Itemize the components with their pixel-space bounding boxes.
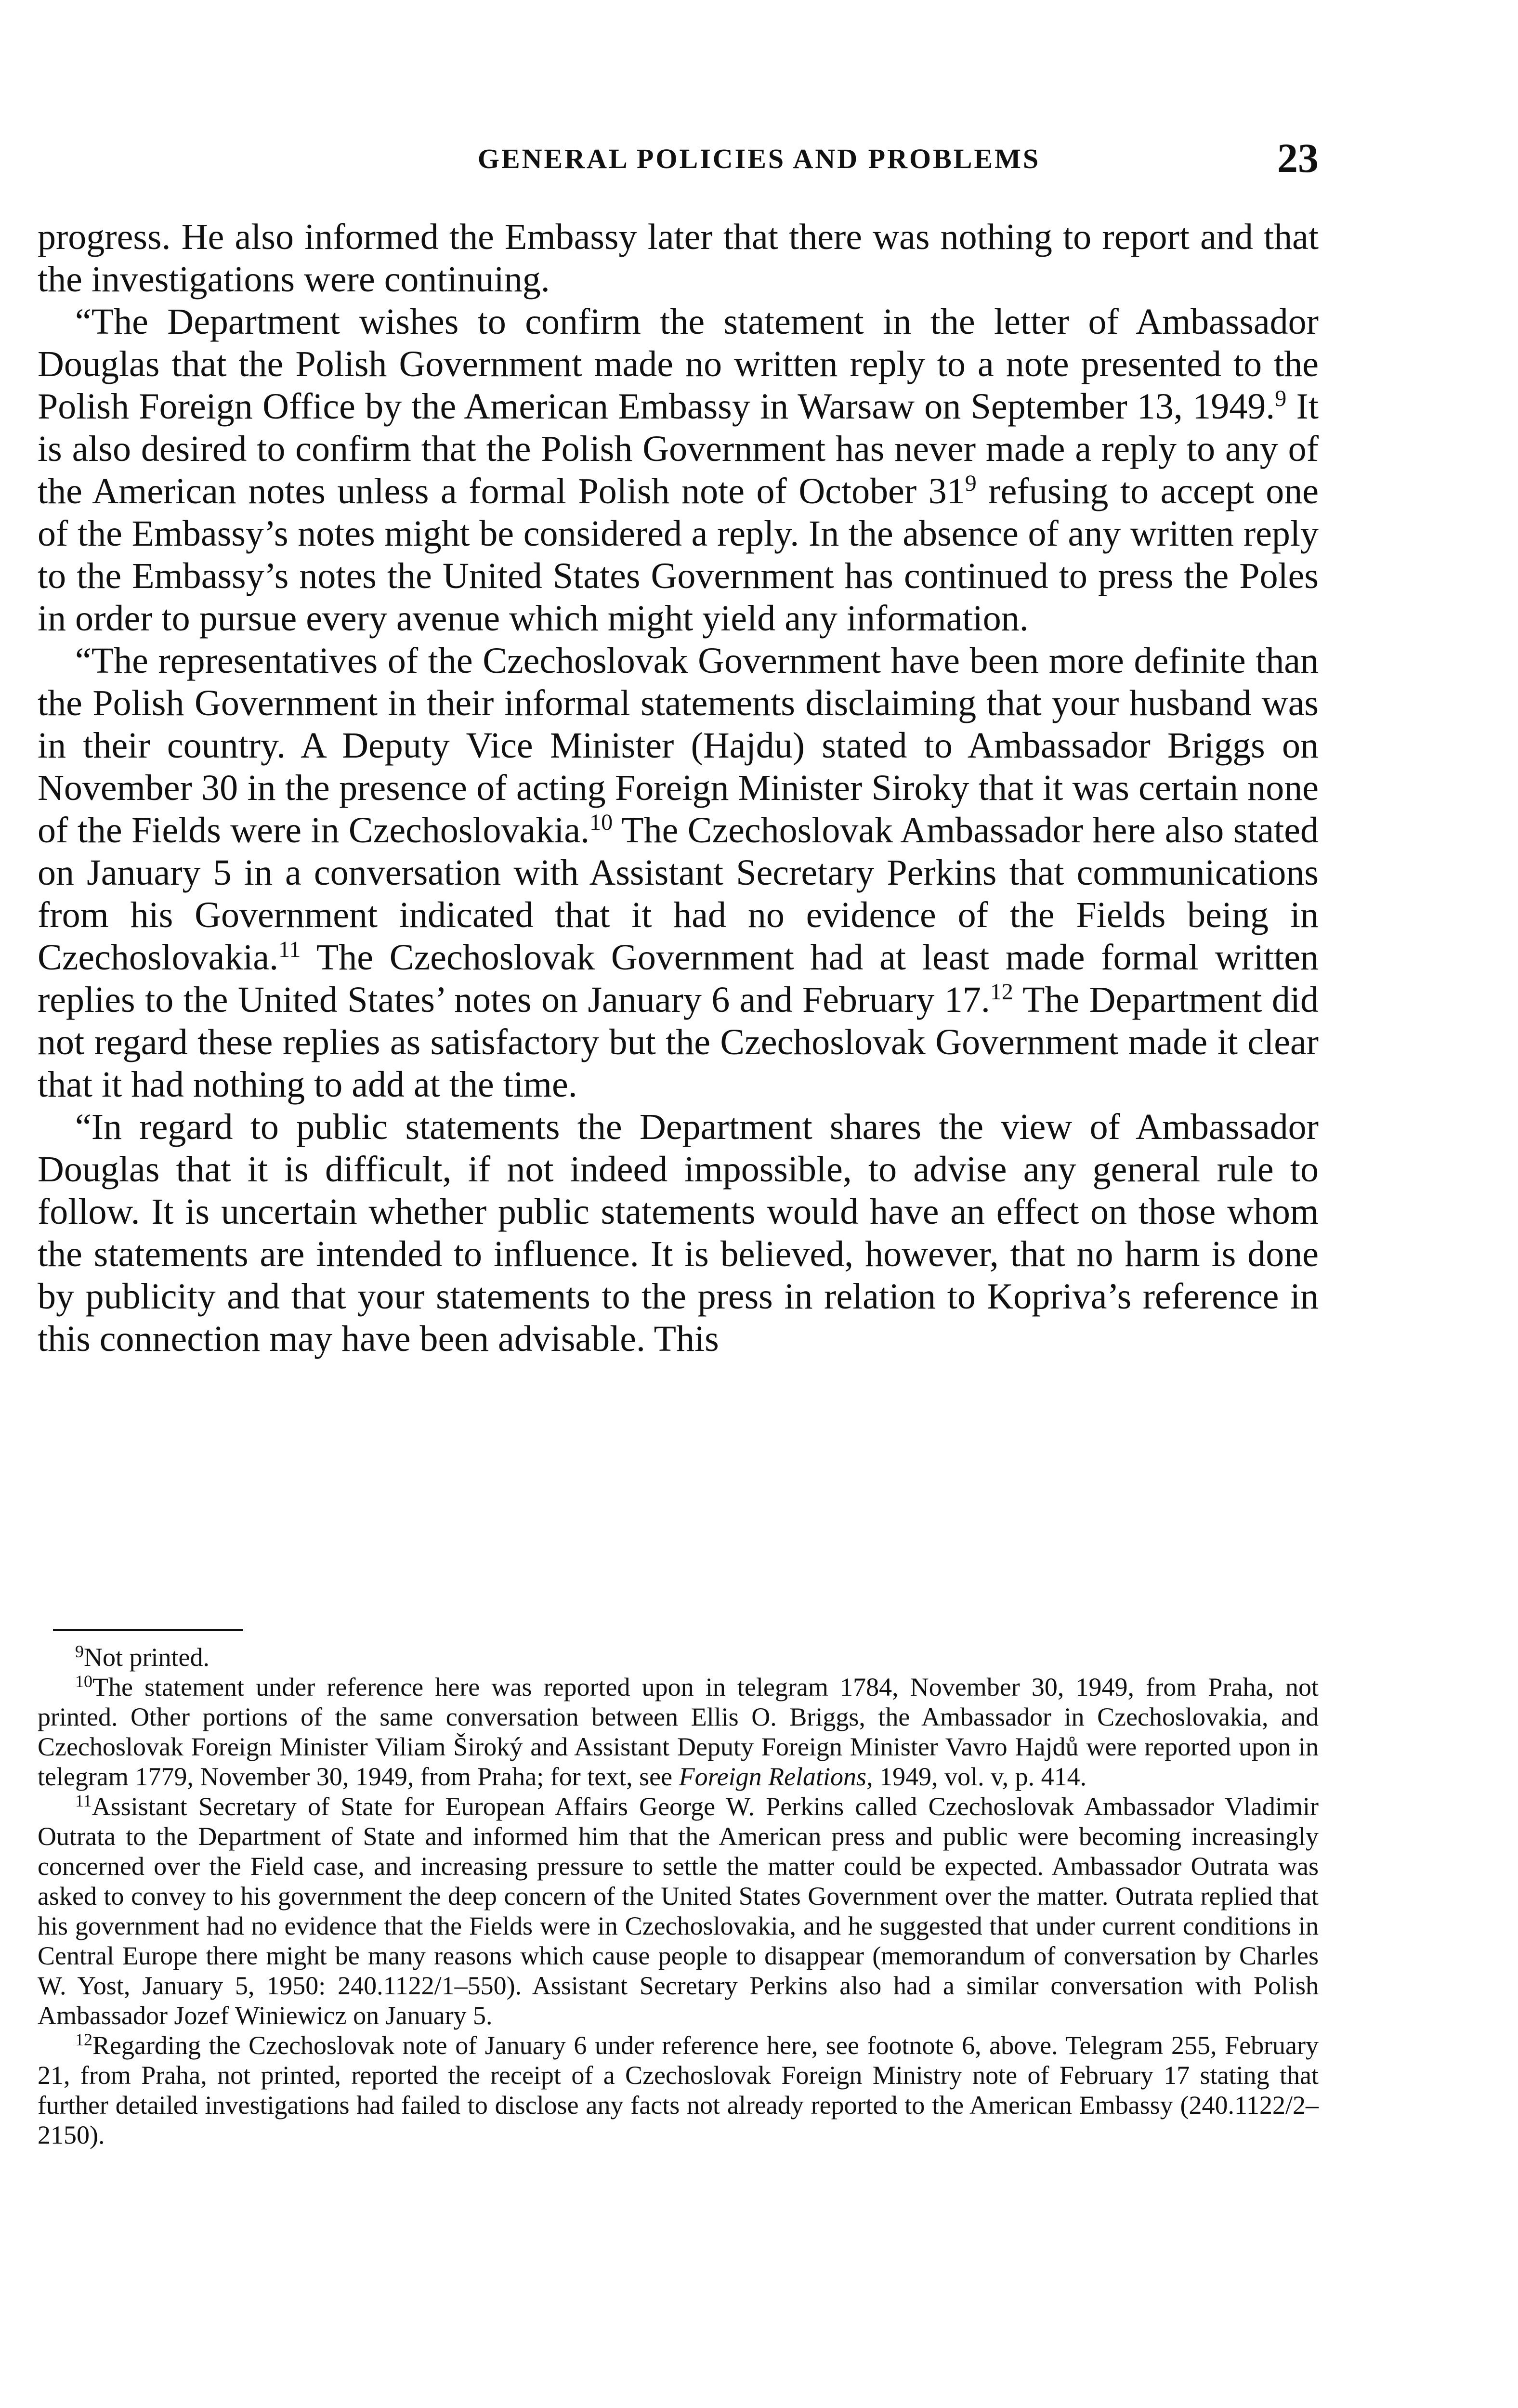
footnotes <box>38 1642 1319 2150</box>
footnote-10-text-b: , 1949, vol. v, p. 414. <box>866 1762 1087 1791</box>
footnote-divider <box>53 1629 243 1631</box>
footnote-ref-11: 11 <box>278 937 301 962</box>
footnote-11-marker: 11 <box>75 1791 92 1810</box>
paragraph-3-part-b: The Czechoslovak Ambassador here also stated on January 5 in a conversation with Assistant Secretary Perkins that communications from his Government indicated that it had no evidence of the Fields being in Czechoslovakia. <box>38 810 1319 978</box>
paragraph-2-part-c: refusing to accept one of the Embassy’s notes might be considered a reply. In the absence of any written reply to the Embassy’s notes the United States Government has continued to press the Poles in order to pursue every avenue which might yield any information. <box>38 471 1319 639</box>
footnote-12-marker: 12 <box>75 2030 92 2049</box>
footnote-10-marker: 10 <box>75 1672 92 1691</box>
footnote-12 <box>38 2030 1319 2150</box>
paragraph-2 <box>38 301 1319 640</box>
footnote-11 <box>38 1792 1319 2030</box>
footnote-11-text: Assistant Secretary of State for European Affairs George W. Perkins called Czechoslovak Ambassador Vladimir Outrata to the Department of State and informed him that the American press and public were becoming increasingly concerned over the Field case, and increasing pressure to settle the matter could be expected. Ambassador Outrata was asked to convey to his government the deep concern of the United States Government over the matter. Outrata replied that his government had no evidence that the Fields were in Czechoslovakia, and he suggested that under current conditions in Central Europe there might be many reasons which cause people to disappear (memorandum of conversation by Charles W. Yost, January 5, 1950: 240.1122/1–550). Assistant Secretary Perkins also had a similar conversation with Polish Ambassador Jozef Winiewicz on January 5. <box>38 1792 1319 2030</box>
footnote-ref-12: 12 <box>990 979 1013 1005</box>
paragraph-3-part-d: The Department did not regard these replies as satisfactory but the Czechoslovak Government made it clear that it had nothing to add at the time. <box>38 980 1319 1105</box>
footnote-10 <box>38 1672 1319 1792</box>
footnote-9-marker: 9 <box>75 1642 84 1661</box>
footnote-10-italic-title: Foreign Relations <box>679 1762 867 1791</box>
paragraph-3 <box>38 640 1319 1106</box>
footnote-9 <box>38 1642 1319 1672</box>
running-title: GENERAL POLICIES AND PROBLEMS <box>477 143 1041 174</box>
paragraph-1: progress. He also informed the Embassy later that there was nothing to report and that the investigations were continuing. <box>38 217 1319 300</box>
footnote-ref-9: 9 <box>1275 386 1287 411</box>
paragraph-4: “In regard to public statements the Department shares the view of Ambassador Douglas that it is difficult, if not indeed impossible, to advise any general rule to follow. It is uncertain whether public statements would have an effect on those whom the statements are intended to influence. It is believed, however, that no harm is done by publicity and that your statements to the press in relation to Kopriva’s reference in this connection may have been advisable. This <box>38 1107 1319 1359</box>
footnote-10-text-a: The statement under reference here was reported upon in telegram 1784, November 30, 1949, from Praha, not printed. Other portions of the same conversation between Ellis O. Briggs, the Ambassador in Czechoslovakia, and Czechoslovak Foreign Minister Viliam Široký and Assistant Deputy Foreign Minister Vavro Hajdů were reported upon in telegram 1779, November 30, 1949, from Praha; for text, see <box>38 1673 1319 1791</box>
page-number: 23 <box>1277 135 1319 181</box>
paragraph-3-part-a: “The representatives of the Czechoslovak Government have been more definite than the Polish Government in their informal statements disclaiming that your husband was in their country. A Deputy Vice Minister (Hajdu) stated to Ambassador Briggs on November 30 in the presence of acting Foreign Minister Siroky that it was certain none of the Fields were in Czechoslovakia. <box>38 641 1319 851</box>
body-text <box>38 216 1319 1360</box>
paragraph-2-part-b: It is also desired to confirm that the Polish Government has never made a reply to any of the American notes unless a formal Polish note of October 31 <box>38 386 1319 511</box>
footnote-12-text: Regarding the Czechoslovak note of January 6 under reference here, see footnote 6, above. Telegram 255, February 21, from Praha, not printed, reported the receipt of a Czechoslovak Foreign Ministry note of February 17 stating that further detailed investigations had failed to disclose any facts not already reported to the American Embassy (240.1122/2–2150). <box>38 2031 1319 2149</box>
footnote-ref-10: 10 <box>589 810 613 835</box>
paragraph-3-part-c: The Czechoslovak Government had at least made formal written replies to the United States’ notes on January 6 and February 17. <box>38 937 1319 1020</box>
paragraph-2-part-a: “The Department wishes to confirm the statement in the letter of Ambassador Douglas that the Polish Government made no written reply to a note presented to the Polish Foreign Office by the American Embassy in Warsaw on September 13, 1949. <box>38 301 1319 427</box>
page-header <box>0 134 1518 187</box>
footnote-ref-9-second: 9 <box>965 471 977 496</box>
footnote-9-text: Not printed. <box>84 1643 209 1672</box>
